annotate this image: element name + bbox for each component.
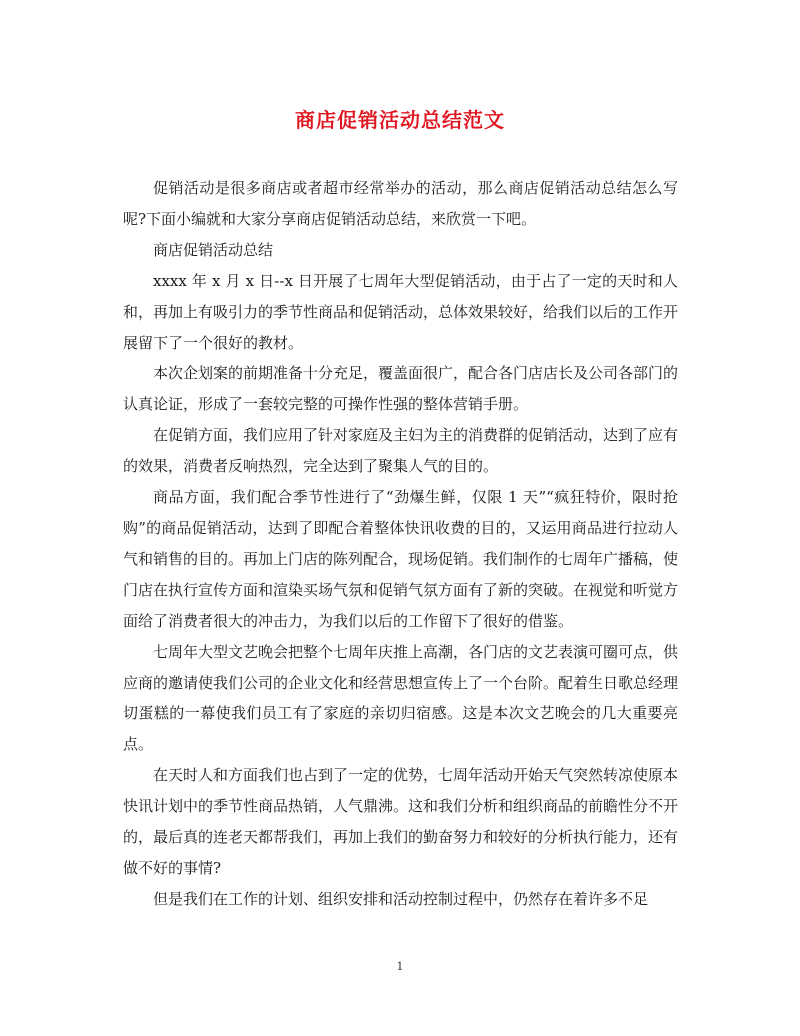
paragraph-intro: 促销活动是很多商店或者超市经常举办的活动，那么商店促销活动总结怎么写呢?下面小编就和大家分享商店促销活动总结，来欣赏一下吧。 bbox=[123, 179, 678, 228]
page-number: 1 bbox=[396, 960, 404, 973]
paragraph-planning: 本次企划案的前期准备十分充足，覆盖面很广，配合各门店店长及公司各部门的认真论证，形成了一套较完整的可操作性强的整体营销手册。 bbox=[123, 364, 679, 414]
paragraph-event-overview: xxxx 年 x 月 x 日--x 日开展了七周年大型促销活动，由于占了一定的天时和人和，再加上有吸引力的季节性商品和促销活动，总体效果较好，给我们以后的工作开展留下了一个很好的教材。 bbox=[123, 271, 679, 352]
document-title: 商店促销活动总结范文 bbox=[295, 108, 505, 132]
paragraph-timing: 在天时人和方面我们也占到了一定的优势，七周年活动开始天气突然转凉使原本快讯计划中的季节性商品热销，人气鼎沸。这和我们分析和组织商品的前瞻性分不开的，最后真的连老天都帮我们，再加上我们的勤奋努力和较好的分析执行能力，还有做不好的事情? bbox=[123, 766, 679, 877]
paragraph-shortcomings: 但是我们在工作的计划、组织安排和活动控制过程中，仍然存在着许多不足 bbox=[153, 889, 649, 908]
paragraph-promotion: 在促销方面，我们应用了针对家庭及主妇为主的消费群的促销活动，达到了应有的效果，消费者反响热烈，完全达到了聚集人气的目的。 bbox=[123, 426, 679, 476]
paragraph-gala: 七周年大型文艺晚会把整个七周年庆推上高潮，各门店的文艺表演可圈可点，供应商的邀请使我们公司的企业文化和经营思想宣传上了一个台阶。配着生日歌总经理切蛋糕的一幕使我们员工有了家庭的亲切归宿感。这是本次文艺晚会的几大重要亮点。 bbox=[123, 642, 679, 754]
paragraph-subheading: 商店促销活动总结 bbox=[153, 240, 274, 259]
paragraph-merchandise: 商品方面，我们配合季节性进行了“劲爆生鲜，仅限 1 天”“疯狂特价，限时抢购”的商品促销活动，达到了即配合着整体快讯收费的目的，又运用商品进行拉动人气和销售的目的。再加上门店的陈列配合，现场促销。我们制作的七周年广播稿，使门店在执行宣传方面和渲染买场气氛和促销气氛方面有了新的突破。在视觉和听觉方面给了消费者很大的冲击力，为我们以后的工作留下了很好的借鉴。 bbox=[123, 488, 679, 630]
document-body bbox=[123, 173, 678, 915]
